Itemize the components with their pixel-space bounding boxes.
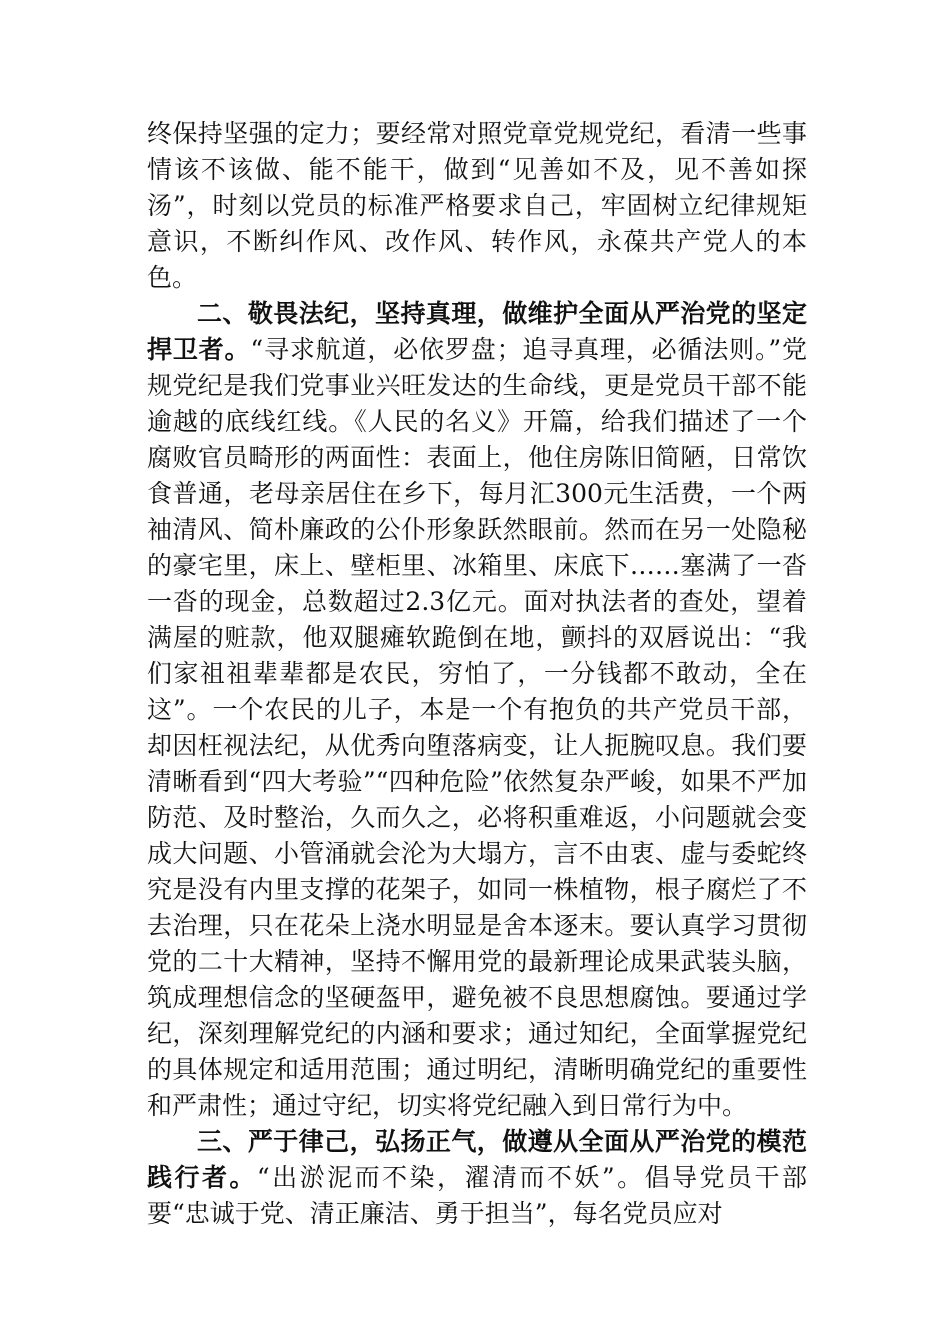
section-3-heading: 三、严于律己，弘扬正气，做遵从全面从严治党的模范践行者。 xyxy=(147,1127,807,1192)
section-2-paragraph xyxy=(147,296,807,1124)
paragraph-1: 终保持坚强的定力；要经常对照党章党规党纪，看清一些事情该不该做、能不能干，做到“见善如不及，见不善如探汤”，时刻以党员的标准严格要求自己，牢固树立纪律规矩意识，不断纠作风、改作风、转作风，永葆共产党人的本色。 xyxy=(147,119,807,292)
document-body xyxy=(147,116,807,1232)
section-3-paragraph xyxy=(147,1124,807,1232)
section-2-body: “寻求航道，必依罗盘；追寻真理，必循法则。”党规党纪是我们党事业兴旺发达的生命线，更是党员干部不能逾越的底线红线。《人民的名义》开篇，给我们描述了一个腐败官员畸形的两面性：表面上，他住房陈旧简陋，日常饮食普通，老母亲居住在乡下，每月汇300元生活费，一个两袖清风、简朴廉政的公仆形象跃然眼前。然而在另一处隐秘的豪宅里，床上、壁柜里、冰箱里、床底下……塞满了一沓一沓的现金，总数超过2.3亿元。面对执法者的查处，望着满屋的赃款，他双腿瘫软跪倒在地，颤抖的双唇说出：“我们家祖祖辈辈都是农民，穷怕了，一分钱都不敢动，全在这”。一个农民的儿子，本是一个有抱负的共产党员干部，却因枉视法纪，从优秀向堕落病变，让人扼腕叹息。我们要清晰看到“四大考验”“四种危险”依然复杂严峻，如果不严加防范、及时整治，久而久之，必将积重难返，小问题就会变成大问题、小管涌就会沦为大塌方，言不由衷、虚与委蛇终究是没有内里支撑的花架子，如同一株植物，根子腐烂了不去治理，只在花朵上浇水明显是舍本逐末。要认真学习贯彻党的二十大精神，坚持不懈用党的最新理论成果武装头脑，筑成理想信念的坚硬盔甲，避免被不良思想腐蚀。要通过学纪，深刻理解党纪的内涵和要求；通过知纪，全面掌握党纪的具体规定和适用范围；通过明纪，清晰明确党纪的重要性和严肃性；通过守纪，切实将党纪融入到日常行为中。 xyxy=(147,335,807,1120)
section-3-body: “出淤泥而不染，濯清而不妖”。倡导党员干部要“忠诚于党、清正廉洁、勇于担当”，每名党员应对 xyxy=(147,1163,807,1228)
section-2-heading: 二、敬畏法纪，坚持真理，做维护全面从严治党的坚定捍卫者。 xyxy=(147,299,807,364)
